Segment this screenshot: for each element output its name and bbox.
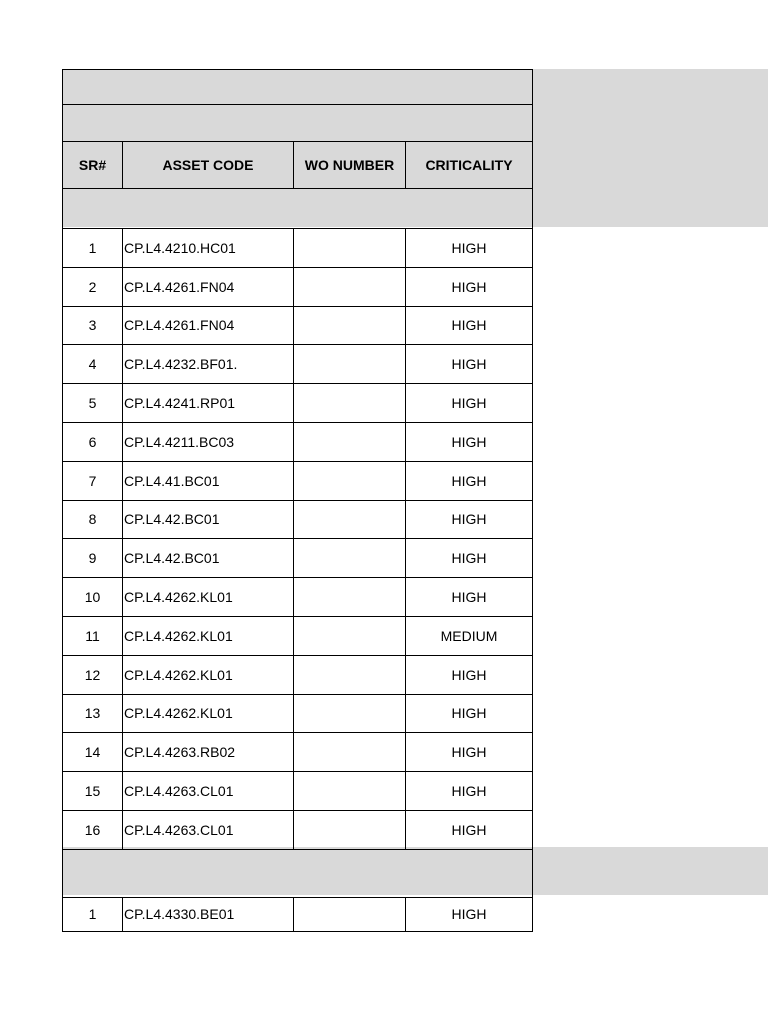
sr-cell: 6 <box>63 422 123 461</box>
criticality-cell: HIGH <box>406 810 533 849</box>
wo-number-cell[interactable] <box>294 616 406 655</box>
table-row <box>63 306 533 345</box>
title-row <box>63 70 533 105</box>
sr-cell: 2 <box>63 267 123 306</box>
subtitle-row <box>63 105 533 142</box>
subtitle-cell <box>63 105 533 142</box>
sr-cell: 12 <box>63 655 123 694</box>
wo-number-cell[interactable] <box>294 733 406 772</box>
wo-number-cell[interactable] <box>294 655 406 694</box>
criticality-cell: HIGH <box>406 267 533 306</box>
asset-code-cell: CP.L4.4210.HC01 <box>123 229 294 268</box>
table-row <box>63 345 533 384</box>
wo-number-cell[interactable] <box>294 772 406 811</box>
sr-cell: 8 <box>63 500 123 539</box>
sr-cell: 11 <box>63 616 123 655</box>
sr-cell: 15 <box>63 772 123 811</box>
wo-number-cell[interactable] <box>294 422 406 461</box>
criticality-cell: HIGH <box>406 578 533 617</box>
asset-code-cell: CP.L4.4263.CL01 <box>123 810 294 849</box>
table-row <box>63 384 533 423</box>
table-row <box>63 616 533 655</box>
wo-number-cell[interactable] <box>294 461 406 500</box>
wo-number-cell[interactable] <box>294 810 406 849</box>
criticality-cell: HIGH <box>406 694 533 733</box>
criticality-cell: HIGH <box>406 384 533 423</box>
asset-code-cell: CP.L4.4241.RP01 <box>123 384 294 423</box>
asset-code-cell: CP.L4.4261.FN04 <box>123 267 294 306</box>
section-divider-cell <box>63 849 533 897</box>
asset-code-cell: CP.L4.4262.KL01 <box>123 655 294 694</box>
sr-cell: 13 <box>63 694 123 733</box>
sr-cell: 16 <box>63 810 123 849</box>
asset-code-cell: CP.L4.42.BC01 <box>123 500 294 539</box>
table-row <box>63 772 533 811</box>
table-row <box>63 733 533 772</box>
sr-cell: 7 <box>63 461 123 500</box>
criticality-cell: HIGH <box>406 772 533 811</box>
sr-cell: 14 <box>63 733 123 772</box>
sr-cell: 1 <box>63 897 123 931</box>
criticality-cell: HIGH <box>406 539 533 578</box>
table-row <box>63 500 533 539</box>
criticality-cell: HIGH <box>406 422 533 461</box>
sr-cell: 10 <box>63 578 123 617</box>
table-row <box>63 810 533 849</box>
asset-code-cell: CP.L4.42.BC01 <box>123 539 294 578</box>
asset-code-cell: CP.L4.4211.BC03 <box>123 422 294 461</box>
section-divider-row <box>63 849 533 897</box>
wo-number-cell[interactable] <box>294 345 406 384</box>
sr-cell: 4 <box>63 345 123 384</box>
asset-code-cell: CP.L4.4263.CL01 <box>123 772 294 811</box>
wo-number-cell[interactable] <box>294 306 406 345</box>
criticality-cell: HIGH <box>406 733 533 772</box>
criticality-cell: MEDIUM <box>406 616 533 655</box>
asset-code-cell: CP.L4.41.BC01 <box>123 461 294 500</box>
table-row <box>63 539 533 578</box>
criticality-cell: HIGH <box>406 306 533 345</box>
table-row <box>63 578 533 617</box>
asset-code-cell: CP.L4.4232.BF01. <box>123 345 294 384</box>
header-criticality: CRITICALITY <box>406 142 533 189</box>
wo-number-cell[interactable] <box>294 897 406 931</box>
wo-number-cell[interactable] <box>294 384 406 423</box>
asset-code-cell: CP.L4.4261.FN04 <box>123 306 294 345</box>
criticality-cell: HIGH <box>406 345 533 384</box>
criticality-cell: HIGH <box>406 229 533 268</box>
wo-number-cell[interactable] <box>294 267 406 306</box>
header-sr: SR# <box>63 142 123 189</box>
title-cell <box>63 70 533 105</box>
table-row <box>63 897 533 931</box>
table-row <box>63 422 533 461</box>
table-row <box>63 267 533 306</box>
asset-code-cell: CP.L4.4262.KL01 <box>123 578 294 617</box>
section-header-row <box>63 189 533 229</box>
sr-cell: 3 <box>63 306 123 345</box>
wo-number-cell[interactable] <box>294 229 406 268</box>
section-header-cell <box>63 189 533 229</box>
table-row <box>63 229 533 268</box>
asset-code-cell: CP.L4.4263.RB02 <box>123 733 294 772</box>
asset-code-cell: CP.L4.4330.BE01 <box>123 897 294 931</box>
sr-cell: 1 <box>63 229 123 268</box>
wo-number-cell[interactable] <box>294 694 406 733</box>
asset-table <box>62 69 533 932</box>
sr-cell: 5 <box>63 384 123 423</box>
wo-number-cell[interactable] <box>294 539 406 578</box>
header-asset-code: ASSET CODE <box>123 142 294 189</box>
asset-code-cell: CP.L4.4262.KL01 <box>123 616 294 655</box>
header-wo-number: WO NUMBER <box>294 142 406 189</box>
criticality-cell: HIGH <box>406 897 533 931</box>
wo-number-cell[interactable] <box>294 500 406 539</box>
table-row <box>63 655 533 694</box>
table-row <box>63 694 533 733</box>
header-row <box>63 142 533 189</box>
asset-code-cell: CP.L4.4262.KL01 <box>123 694 294 733</box>
criticality-cell: HIGH <box>406 461 533 500</box>
criticality-cell: HIGH <box>406 655 533 694</box>
table-row <box>63 461 533 500</box>
sr-cell: 9 <box>63 539 123 578</box>
wo-number-cell[interactable] <box>294 578 406 617</box>
criticality-cell: HIGH <box>406 500 533 539</box>
